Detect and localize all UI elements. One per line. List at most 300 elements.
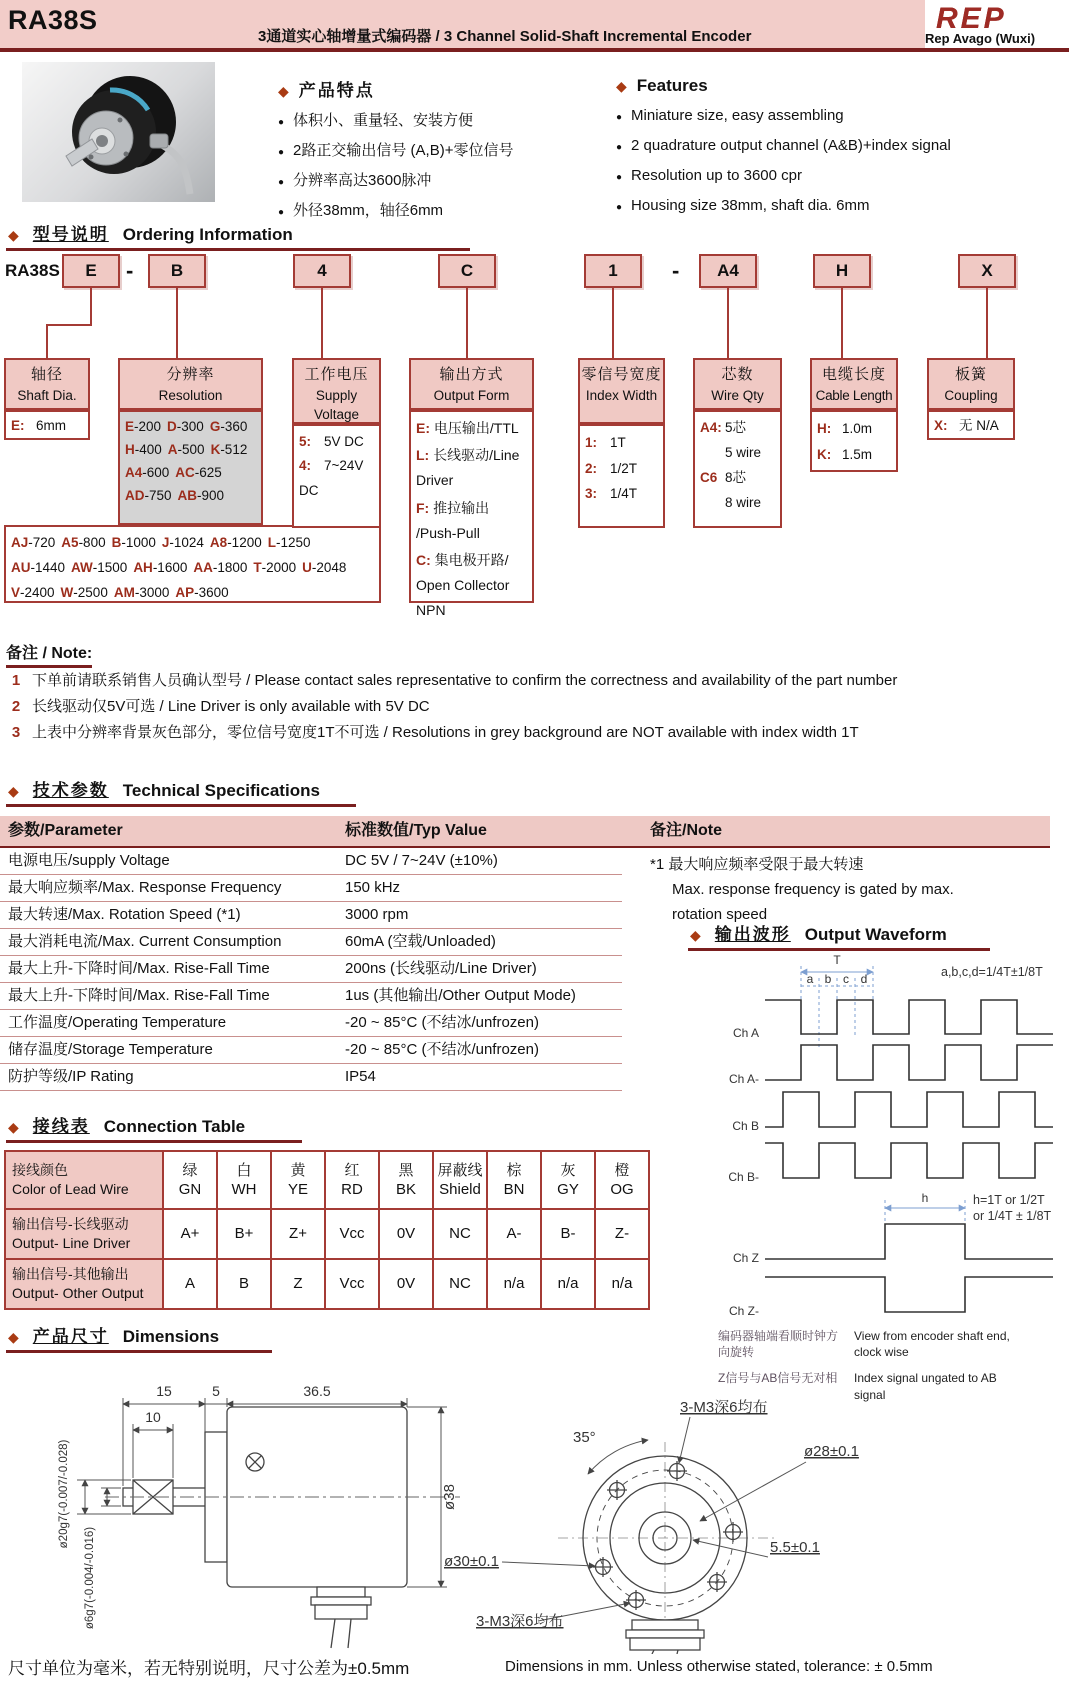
- row-label-cn: 输出信号-长线驱动: [12, 1216, 129, 1233]
- resolution-value: -1500: [92, 559, 128, 575]
- features-cn-title: 产品特点: [298, 81, 375, 100]
- notes-list: [10, 668, 1060, 746]
- label-m3-bottom: 3-M3深6均布: [476, 1613, 564, 1630]
- option-code: 3:: [585, 486, 598, 502]
- features-cn: [278, 76, 608, 227]
- code-box-index: 1: [584, 254, 642, 288]
- feature-text: 外径38mm，轴径6mm: [293, 202, 444, 219]
- signal-name: A: [184, 1275, 195, 1293]
- features-en-title: Features: [636, 76, 708, 95]
- specs-title-en: Technical Specifications: [122, 781, 320, 800]
- table-cell: [218, 1260, 270, 1308]
- bullet-icon: ●: [616, 142, 623, 153]
- note-number: 3: [11, 724, 21, 741]
- option-text: 6mm: [36, 418, 66, 433]
- resolution-entry: [268, 531, 311, 556]
- features-cn-heading: [278, 76, 608, 101]
- option-text: 1/4T: [610, 486, 638, 502]
- diamond-icon: ◆: [278, 83, 289, 99]
- encoder-illustration: [22, 62, 215, 202]
- spec-value: 1us (其他输出/Other Output Mode): [345, 987, 576, 1004]
- cat-wire-body: [693, 410, 782, 528]
- channel-label: Ch A: [732, 1026, 759, 1040]
- seg-c: c: [843, 972, 849, 986]
- resolution-value: -1250: [275, 535, 311, 550]
- dim-dia-38: ø38: [441, 1484, 458, 1510]
- table-cell: [434, 1260, 486, 1308]
- spec-parameter: 最大转速/Max. Rotation Speed (*1): [8, 906, 241, 923]
- resolution-code: AJ: [11, 535, 29, 550]
- option-code: 2:: [585, 460, 598, 476]
- page-subtitle: 3通道实心轴增量式编码器 / 3 Channel Solid-Shaft Incremental Encoder: [258, 28, 752, 45]
- option-line: [817, 416, 891, 442]
- connection-row-other: [6, 1260, 162, 1308]
- wire-color-cn: 红: [344, 1161, 360, 1179]
- feature-item: [278, 167, 608, 197]
- option-code: H:: [817, 421, 832, 436]
- brand-logo: REP: [936, 2, 1007, 35]
- option-text: 8芯: [725, 469, 747, 485]
- code-box-resolution: B: [148, 254, 206, 288]
- row-label-en: Output- Line Driver: [12, 1235, 131, 1251]
- resolution-code: J: [161, 535, 170, 550]
- header-rule: [0, 48, 1069, 52]
- resolution-code: AC: [175, 464, 195, 480]
- table-cell: [380, 1152, 432, 1208]
- resolution-value: -500: [177, 441, 205, 457]
- resolution-code: AB: [177, 487, 198, 503]
- cat-title-cn: 芯数: [721, 366, 754, 383]
- table-cell: [488, 1210, 540, 1258]
- resolution-entry: [125, 439, 162, 462]
- resolution-code: A5: [61, 535, 79, 550]
- resolution-entry: [133, 556, 187, 581]
- option-line: [416, 496, 527, 546]
- features-en: [616, 76, 1016, 222]
- signal-name: Vcc: [339, 1225, 365, 1243]
- table-cell: [218, 1152, 270, 1208]
- resolution-value: -300: [176, 419, 204, 434]
- table-cell: [272, 1210, 324, 1258]
- option-text: 5 wire: [725, 444, 762, 460]
- resolution-entry: [125, 462, 169, 485]
- option-code: C6: [700, 469, 718, 485]
- cat-cable-header: [810, 358, 898, 410]
- feature-text: Housing size 38mm, shaft dia. 6mm: [631, 197, 870, 214]
- cat-wire-header: [693, 358, 782, 410]
- resolution-value: -750: [144, 487, 172, 503]
- cat-title-cn: 输出方式: [439, 366, 504, 383]
- page-title: RA38S: [8, 5, 98, 35]
- ordering-title-en: Ordering Information: [122, 225, 293, 244]
- resolution-entry: [61, 531, 105, 556]
- waveform-note-en-1: View from encoder shaft end, clock wise: [854, 1329, 1010, 1360]
- wire-color-code: GY: [557, 1181, 579, 1198]
- wire-color-code: Shield: [439, 1181, 481, 1198]
- cat-output-body: [409, 410, 534, 619]
- feature-item: [278, 107, 608, 137]
- table-cell: [542, 1210, 594, 1258]
- table-cell: [596, 1260, 648, 1308]
- option-code: C:: [416, 551, 431, 568]
- resolution-code: AP: [175, 584, 195, 600]
- resolution-entry: [210, 416, 248, 439]
- code-box-supply: 4: [293, 254, 351, 288]
- note-item: [10, 720, 1060, 746]
- cat-title-cn: 轴径: [30, 366, 63, 383]
- period-label: T: [833, 953, 841, 967]
- resolution-entry: [210, 531, 262, 556]
- cat-index-body: [578, 424, 665, 528]
- feature-text: 体积小、重量轻、安装方便: [293, 112, 474, 129]
- channel-label: Ch Z: [732, 1251, 759, 1265]
- spec-value: IP54: [345, 1068, 376, 1085]
- option-text: 1.5m: [842, 446, 873, 462]
- cat-title-en: Coupling: [944, 387, 998, 403]
- resolution-entry: [125, 416, 161, 439]
- feature-text: 2 quadrature output channel (A&B)+index signal: [631, 137, 951, 154]
- cat-title-en: Resolution: [158, 387, 223, 403]
- wire-color-cn: 黄: [290, 1161, 306, 1179]
- table-row: [0, 1010, 622, 1037]
- resolution-entry: [167, 416, 204, 439]
- resolution-code: AA: [193, 559, 213, 575]
- waveform-formula: a,b,c,d=1/4T±1/8T: [941, 965, 1043, 979]
- spec-value: 3000 rpm: [345, 906, 409, 923]
- connection-heading: [6, 1112, 302, 1143]
- h-formula-1: h=1T or 1/2T: [973, 1193, 1045, 1207]
- signal-name: n/a: [611, 1275, 633, 1293]
- dimensions-heading: [6, 1322, 272, 1353]
- table-cell: [326, 1260, 378, 1308]
- col-value: 标准数值/Typ Value: [345, 822, 487, 839]
- features-cn-list: [278, 107, 608, 227]
- wire-color-cn: 棕: [506, 1161, 522, 1179]
- dim-angle-35: 35°: [573, 1429, 596, 1446]
- channel-label: Ch Z-: [729, 1304, 759, 1317]
- note-text: 长线驱动仅5V可选 / Line Driver is only available with 5V DC: [32, 698, 430, 715]
- connection-title-cn: 接线表: [32, 1117, 90, 1136]
- resolution-value: -1440: [30, 559, 66, 575]
- resolution-entry: [61, 581, 108, 606]
- dim-15: 15: [156, 1383, 172, 1399]
- option-code: A4:: [700, 420, 722, 435]
- option-line: [299, 454, 374, 503]
- feature-item: [616, 192, 1016, 222]
- specs-title-cn: 技术参数: [32, 781, 109, 800]
- dimensions-title-en: Dimensions: [122, 1327, 220, 1346]
- h-formula-2: or 1/4T ± 1/8T: [973, 1209, 1052, 1223]
- dim-10: 10: [145, 1409, 161, 1425]
- signal-name: A+: [180, 1225, 200, 1243]
- signal-name: Z+: [289, 1225, 307, 1243]
- spec-parameter: 最大上升-下降时间/Max. Rise-Fall Time: [8, 987, 270, 1004]
- table-row: [0, 956, 622, 983]
- option-line: [416, 443, 527, 493]
- table-cell: [326, 1210, 378, 1258]
- wire-color-code: GN: [178, 1181, 202, 1198]
- option-text: 5V DC: [324, 434, 364, 449]
- table-cell: [326, 1152, 378, 1208]
- option-line: [700, 441, 775, 466]
- wire-color-code: BN: [503, 1181, 525, 1198]
- footnote-cn-text: 最大响应频率受限于最大转速: [668, 856, 864, 873]
- option-text: 1.0m: [842, 421, 873, 436]
- cat-title-en: Output Form: [433, 387, 510, 403]
- option-line: [299, 430, 374, 454]
- channel-label: Ch B: [732, 1119, 759, 1133]
- cat-title-cn: 板簧: [954, 366, 987, 383]
- wire-color-code: OG: [610, 1181, 634, 1198]
- resolution-code: T: [253, 559, 262, 575]
- waveform-note-cn-2: Z信号与AB信号无对相: [718, 1371, 838, 1386]
- table-cell: [488, 1260, 540, 1308]
- table-row: [0, 1064, 622, 1091]
- resolution-entry: [114, 581, 170, 606]
- resolution-value: -1000: [121, 535, 156, 550]
- h-label: h: [921, 1191, 929, 1205]
- option-code: K:: [817, 446, 832, 462]
- spec-value: 200ns (长线驱动/Line Driver): [345, 960, 537, 977]
- feature-item: [616, 132, 1016, 162]
- specs-footnote: [650, 852, 995, 927]
- spec-parameter: 电源电压/supply Voltage: [8, 852, 170, 869]
- resolution-entry: [11, 531, 55, 556]
- col-parameter: 参数/Parameter: [8, 822, 123, 839]
- resolution-entry: [11, 581, 55, 606]
- wire-color-code: YE: [287, 1181, 308, 1198]
- option-code: E:: [11, 418, 25, 433]
- table-cell: [218, 1210, 270, 1258]
- waveform-traces: [765, 1000, 1053, 1312]
- resolution-value: -3600: [194, 584, 229, 600]
- wire-color-cn: 白: [236, 1161, 252, 1179]
- resolution-code: K: [210, 441, 221, 457]
- option-line: [585, 456, 658, 482]
- table-cell: [542, 1260, 594, 1308]
- feature-item: [616, 102, 1016, 132]
- specs-footnote-en: Max. response frequency is gated by max. rotation speed: [672, 881, 954, 923]
- signal-name: A-: [506, 1225, 522, 1243]
- signal-name: B: [238, 1275, 249, 1293]
- code-box-shaft: E: [62, 254, 120, 288]
- option-line: [700, 491, 775, 516]
- spec-parameter: 最大消耗电流/Max. Current Consumption: [8, 933, 282, 950]
- specs-rows: [0, 848, 622, 1091]
- option-code: L:: [416, 447, 430, 464]
- option-line: [585, 481, 658, 507]
- resolution-entry: [168, 439, 205, 462]
- specs-table-header: [0, 816, 1050, 848]
- dim-5: 5: [212, 1383, 220, 1399]
- cat-title-cn: 工作电压: [304, 366, 369, 383]
- spec-parameter: 防护等级/IP Rating: [8, 1068, 134, 1085]
- bullet-icon: ●: [616, 112, 623, 123]
- wire-color-cn: 橙: [614, 1161, 630, 1179]
- notes-title: 备注 / Note:: [6, 640, 92, 668]
- waveform-note-cn-1: 编码器轴端看顺时钟方向旋转: [718, 1329, 839, 1360]
- resolution-entry: [253, 556, 296, 581]
- seg-a: a: [806, 972, 814, 986]
- dimensions-footer-en: Dimensions in mm. Unless otherwise stated, tolerance: ± 0.5mm: [505, 1658, 933, 1675]
- model-prefix: RA38S: [5, 261, 60, 280]
- waveform-heading: [688, 920, 990, 951]
- spec-parameter: 最大响应频率/Max. Response Frequency: [8, 879, 282, 896]
- resolution-value: -2000: [261, 559, 297, 575]
- cat-output-header: [409, 358, 534, 410]
- resolution-value: -800: [78, 535, 106, 550]
- option-text: 8 wire: [725, 494, 762, 510]
- wire-color-cn: 黑: [398, 1161, 414, 1179]
- spec-parameter: 工作温度/Operating Temperature: [8, 1014, 227, 1031]
- seg-b: b: [824, 972, 832, 986]
- resolution-value: -512: [220, 441, 248, 457]
- resolution-value: -2048: [311, 559, 347, 575]
- resolution-value: -3000: [134, 584, 170, 600]
- cat-index-header: [578, 358, 665, 424]
- signal-name: NC: [449, 1275, 471, 1293]
- note-text: 下单前请联系销售人员确认型号 / Please contact sales representative to confirm the correctness and availability of the part number: [32, 672, 898, 689]
- option-line: [934, 416, 1008, 437]
- cat-resolution-white: [4, 525, 381, 603]
- channel-label: Ch A-: [728, 1072, 759, 1086]
- resolution-code: V: [11, 584, 21, 600]
- resolution-value: -1024: [169, 535, 204, 550]
- signal-name: n/a: [503, 1275, 525, 1293]
- ordering-title-cn: 型号说明: [32, 225, 109, 244]
- table-row: [0, 929, 622, 956]
- wire-color-cn: 绿: [182, 1161, 198, 1179]
- spec-value: DC 5V / 7~24V (±10%): [345, 852, 498, 869]
- bullet-icon: ●: [616, 172, 623, 183]
- resolution-code: W: [60, 584, 74, 600]
- option-line: [700, 466, 775, 491]
- feature-item: [278, 137, 608, 167]
- cat-title-en: Cable Length: [815, 387, 893, 403]
- resolution-entry: [71, 556, 127, 581]
- resolution-entry: [178, 485, 225, 508]
- cat-resolution-header: [118, 358, 263, 410]
- cat-shaft-body: [4, 410, 90, 440]
- resolution-code: AD: [125, 487, 145, 503]
- resolution-value: -400: [134, 441, 162, 457]
- note-number: 2: [11, 698, 21, 715]
- channel-label: Ch B-: [728, 1170, 759, 1184]
- brand-name: Rep Avago (Wuxi): [925, 31, 1036, 46]
- dim-dia-20g7: ø20g7(-0.007/-0.028): [58, 1439, 70, 1549]
- note-number: 1: [11, 672, 21, 689]
- table-cell: [272, 1260, 324, 1308]
- side-view-drawing: [55, 1382, 475, 1652]
- resolution-entry: [175, 462, 222, 485]
- connection-title-en: Connection Table: [103, 1117, 246, 1136]
- spec-value: -20 ~ 85°C (不结冰/unfrozen): [345, 1014, 539, 1031]
- option-line: [11, 416, 83, 437]
- wire-color-code: WH: [231, 1181, 257, 1198]
- resolution-value: -1200: [227, 535, 262, 550]
- front-view-drawing: [440, 1390, 1000, 1654]
- diamond-icon: ◆: [8, 1329, 19, 1345]
- table-cell: [488, 1152, 540, 1208]
- resolution-value: -2400: [20, 584, 55, 600]
- option-code: X:: [934, 418, 948, 433]
- cat-title-cn: 零信号宽度: [581, 366, 662, 383]
- spec-value: 60mA (空载/Unloaded): [345, 933, 496, 950]
- resolution-code: AM: [113, 584, 135, 600]
- option-text: 无 N/A: [959, 418, 999, 433]
- bullet-icon: ●: [278, 147, 285, 158]
- table-cell: [380, 1260, 432, 1308]
- cat-title-cn: 电缆长度: [821, 366, 886, 383]
- cat-title-cn: 分辨率: [166, 366, 215, 383]
- resolution-entry: [302, 556, 346, 581]
- connection-row-linedriver: [6, 1210, 162, 1258]
- spec-value: -20 ~ 85°C (不结冰/unfrozen): [345, 1041, 539, 1058]
- seg-d: d: [860, 972, 868, 986]
- row-label-en: Output- Other Output: [12, 1285, 144, 1301]
- option-text: 推拉输出 /Push-Pull: [416, 499, 490, 541]
- diamond-icon: ◆: [8, 1119, 19, 1135]
- option-text: 7~24V DC: [299, 458, 364, 498]
- resolution-entry: [175, 581, 228, 606]
- table-cell: [164, 1152, 216, 1208]
- cat-title-en: Wire Qty: [711, 387, 764, 403]
- signal-name: NC: [449, 1225, 471, 1243]
- diamond-icon: ◆: [690, 927, 701, 943]
- option-code: 4:: [299, 458, 312, 474]
- bullet-icon: ●: [278, 207, 285, 218]
- signal-name: B-: [560, 1225, 576, 1243]
- cat-coupling-header: [927, 358, 1015, 410]
- option-text: 1/2T: [610, 460, 638, 476]
- wire-color-code: BK: [395, 1181, 416, 1198]
- table-cell: [164, 1260, 216, 1308]
- dimensions-title-cn: 产品尺寸: [32, 1327, 109, 1346]
- option-text: 集电极开路/ Open Collector NPN: [416, 551, 510, 619]
- col-note: 备注/Note: [650, 822, 723, 839]
- row-label-en: Color of Lead Wire: [12, 1181, 129, 1197]
- code-box-wire: A4: [699, 254, 757, 288]
- option-text: 电压输出/TTL: [433, 420, 519, 436]
- resolution-code: A: [167, 441, 178, 457]
- dim-36-5: 36.5: [303, 1383, 331, 1399]
- dim-dia-30: ø30±0.1: [444, 1553, 499, 1570]
- cat-cable-body: [810, 410, 898, 472]
- connection-table: [4, 1150, 650, 1310]
- table-cell: [596, 1152, 648, 1208]
- dim-5-5: 5.5±0.1: [770, 1539, 820, 1556]
- feature-text: Miniature size, easy assembling: [631, 107, 844, 124]
- resolution-code: H: [125, 441, 135, 457]
- table-cell: [380, 1210, 432, 1258]
- feature-text: 2路正交输出信号 (A,B)+零位信号: [293, 142, 514, 159]
- resolution-code: B: [111, 535, 122, 550]
- dim-dia-28: ø28±0.1: [804, 1443, 859, 1460]
- code-box-coupling: X: [958, 254, 1016, 288]
- option-text: 长线驱动/Line Driver: [416, 447, 520, 489]
- features-en-list: [616, 102, 1016, 222]
- specs-heading: [6, 776, 356, 807]
- option-code: F:: [416, 499, 430, 516]
- table-row: [0, 983, 622, 1010]
- table-cell: [542, 1152, 594, 1208]
- code-box-cable: H: [813, 254, 871, 288]
- option-code: E:: [416, 420, 430, 436]
- ordering-heading: [6, 220, 470, 251]
- bullet-icon: ●: [278, 177, 285, 188]
- feature-text: Resolution up to 3600 cpr: [631, 167, 802, 184]
- table-cell: [434, 1152, 486, 1208]
